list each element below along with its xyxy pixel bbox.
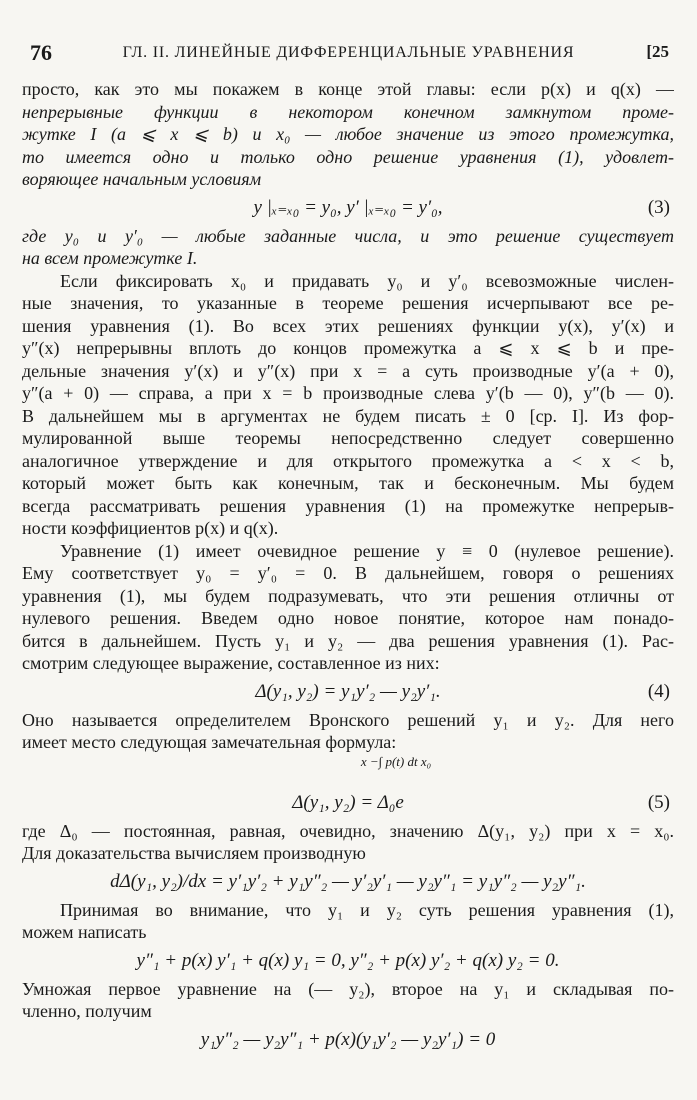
text-line: который может быть как конечным, так и бесконечным. Мы будем [22,473,674,493]
text-line: Если фиксировать x₀ и придавать y₀ и y′₀ всевозможные числен- [60,270,674,291]
text-line: нулевого решения. Введем одно новое понятие, которое нам понадо- [22,608,674,628]
text-line: имеет место следующая замечательная формула: [22,732,397,752]
equation-text: Δ(y₁, y₂) = Δ₀e [292,791,404,813]
text-line: дельные значения y′(x) и y″(x) при x = a суть производные y′(a + 0), [22,360,674,381]
equation-4 [22,675,674,709]
text-line: уравнения (1), мы будем подразумевать, что эти решения отличны от [22,585,674,606]
text-line: смотрим следующее выражение, составленное из них: [22,653,440,673]
theorem-line: где y₀ и y′₀ — любые заданные числа, и это решение существует [22,225,674,246]
text-line: можем написать [22,922,147,942]
theorem-line: то имеется одно и только одно решение уравнения (1), удовлет- [22,146,674,167]
text-line: ности коэффициентов p(x) и q(x). [22,518,279,538]
text-line: Умножая первое уравнение на (— y₂), второе на y₁ и складывая по- [22,978,674,999]
equation-3 [22,191,674,225]
text-line: Принимая во внимание, что y₁ и y₂ суть решения уравнения (1), [60,899,674,920]
equation-number: (3) [647,196,670,218]
page-number: 76 [30,40,52,65]
equation-text: dΔ(y₁, y₂)/dx = y′₁y′₂ + y₁y″₂ — y′₂y′₁ — y₂y″₁ = y₁y″₂ — y₂y″₁. [110,870,586,892]
equation-number: (5) [647,791,670,813]
exponent-integral: x −∫ p(t) dt x₀ [360,753,432,769]
text-line: просто, как это мы покажем в конце этой главы: если p(x) и q(x) — [22,79,674,99]
text-line: всегда рассматривать решения уравнения (1) на промежутке непрерыв- [22,495,674,516]
equation-text: y₁y″₂ — y₂y″₁ + p(x)(y₁y′₂ — y₂y′₁) = 0 [200,1028,496,1050]
theorem-line: на всем промежутке I. [22,248,198,268]
combined-equation [22,1023,674,1057]
theorem-line: жутке I (a ⩽ x ⩽ b) и x₀ — любое значение из этого промежутка, [22,124,674,144]
text-line: Уравнение (1) имеет очевидное решение y ≡ 0 (нулевое решение). [60,540,674,561]
page-header [22,40,675,72]
text-line: аналогичное утверждение и для открытого промежутка a < x < b, [22,450,674,471]
text-line: Для доказательства вычисляем производную [22,843,366,863]
text-line: y″(a + 0) — справа, а при x = b производные слева y′(b — 0), y″(b — 0). [22,383,674,403]
running-title: ГЛ. II. ЛИНЕЙНЫЕ ДИФФЕРЕНЦИАЛЬНЫЕ УРАВНЕНИЯ [122,44,575,61]
equation-number: (4) [647,680,670,702]
text-line: шения уравнения (1). Во всех этих решениях функции y(x), y′(x) и [22,315,674,336]
derivative-equation [22,865,674,899]
equation-text: Δ(y₁, y₂) = y₁y′₂ — y₂y′₁. [255,680,441,702]
text-line: ные значения, то указанные в теореме решения исчерпывают все ре- [22,293,674,313]
equation-text: y |ₓ₌ₓ₀ = y₀, y′ |ₓ₌ₓ₀ = y′₀, [253,196,443,218]
text-line: где Δ₀ — постоянная, равная, очевидно, значению Δ(y₁, y₂) при x = x₀. [22,820,674,841]
solution-equations [22,944,674,978]
text-line: мулированной выше теоремы непосредственно следует совершенно [22,428,674,448]
text-line: членно, получим [22,1001,152,1021]
text-line: y″(x) непрерывны вплоть до концов промежутка a ⩽ x ⩽ b и пре- [22,338,674,358]
theorem-line: непрерывные функции в некотором конечном замкнутом проме- [22,101,674,122]
text-line: Оно называется определителем Вронского решений y₁ и y₂. Для него [22,709,674,730]
theorem-line: воряющее начальным условиям [22,169,262,189]
text-line: Ему соответствует y₀ = y′₀ = 0. В дальнейшем, говоря о решениях [22,563,674,583]
section-number: [25 [646,42,669,61]
equation-5 [22,754,674,820]
text-line: В дальнейшем мы в аргументах не будем писать ± 0 [ср. I]. Из фор- [22,405,674,426]
page-body [22,78,674,1057]
equation-text: y″₁ + p(x) y′₁ + q(x) y₁ = 0, y″₂ + p(x) y′₂ + q(x) y₂ = 0. [136,949,560,971]
text-line: бится в дальнейшем. Пусть y₁ и y₂ — два решения уравнения (1). Рас- [22,630,674,651]
